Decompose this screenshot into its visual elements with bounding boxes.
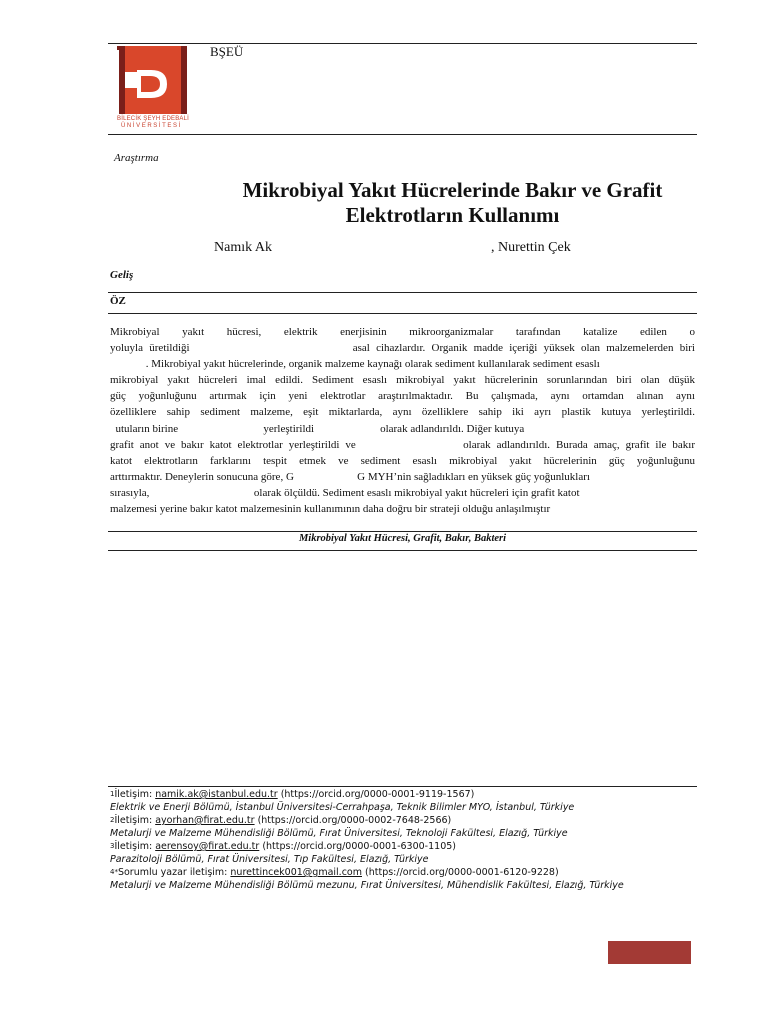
orcid-text: (https://orcid.org/0000-0001-9119-1567) (277, 789, 475, 800)
footnotes (110, 788, 695, 892)
footnote-affiliation-3: Parazitoloji Bölümü, Fırat Üniversitesi, Tıp Fakültesi, Elazığ, Türkiye (110, 854, 429, 865)
header-top-rule (108, 43, 697, 44)
footnote-marker: 1 (110, 790, 115, 798)
abstract-line: malzemesi yerine bakır katot malzemesinin kullanımının daha doğru bir strateji olduğu anlaşılmıştır (110, 503, 551, 516)
footnote-affiliation-4: Metalurji ve Malzeme Mühendisliği Bölümü mezunu, Fırat Üniversitesi, Mühendislik Fakültesi, Elazığ, Türkiye (110, 880, 624, 891)
footnote-label: İletişim: (114, 815, 156, 826)
orcid-text: (https://orcid.org/0000-0001-6300-1105) (259, 841, 456, 852)
abstract-line: özelliklere sahip sediment malzeme, eşit miktarlarda, aynı özelliklere sahip iki ayrı plastik kutuya yerleştirildi. (110, 406, 695, 419)
abstract-line: arttırmaktır. Deneylerin sonucuna göre, G G MYH’nin sağladıkları en yüksek güç yoğunlukları (110, 470, 590, 483)
footnote-marker: 4* (110, 868, 118, 876)
university-logo (117, 46, 193, 130)
abstract-line: mikrobiyal yakıt hücreleri imal edildi. Sediment esaslı mikrobiyal yakıt hücrelerinin sorunlarından biri olan düşük (110, 374, 695, 387)
abstract-line: Mikrobiyal yakıt hücresi, elektrik enerjisinin mikroorganizmalar tarafından katalize edilen o (110, 326, 695, 338)
abstract-line: utuların birine yerleştirildi olarak adlandırıldı. Diğer kutuya (110, 422, 525, 435)
abstract-line: sırasıyla, olarak ölçüldü. Sediment esaslı mikrobiyal yakıt hücreleri için grafit katot (110, 486, 580, 499)
oz-bottom-rule (108, 313, 697, 314)
logo-text-line-1: BİLECİK ŞEYH EDEBALİ (117, 116, 190, 122)
abstract-line: güç yoğunluğunu artırmak için yeni elektrotlar araştırılmaktadır. Bu çalışmada, aynı ortamdan alınan aynı (110, 390, 695, 403)
logo-text-line-2: ÜNİVERSİTESİ (121, 123, 182, 129)
footnote-affiliation-1: Elektrik ve Enerji Bölümü, İstanbul Üniversitesi-Cerrahpaşa, Teknik Bilimler MYO, İstanbul, Türkiye (110, 802, 575, 813)
orcid-text: (https://orcid.org/0000-0002-7648-2566) (254, 815, 452, 826)
keywords-top-rule (108, 531, 697, 532)
journal-abbreviation: BŞEÜ (210, 44, 244, 59)
footnote-marker: 2 (110, 816, 115, 824)
abstract-line: yoluyla üretildiği asal cihazlardır. Organik madde içeriği yüksek olan malzemelerden biri (110, 342, 695, 355)
footnote-rule (108, 786, 697, 787)
oz-top-rule (108, 292, 697, 293)
article-category: Araştırma (114, 152, 159, 164)
footnote-label: İletişim: (114, 841, 156, 852)
email-link[interactable]: ayorhan@firat.edu.tr (155, 815, 255, 826)
footnote-label: Sorumlu yazar iletişim: (117, 867, 231, 878)
page-number-box (608, 941, 691, 964)
author-last: , Nurettin Çek (491, 240, 571, 255)
abstract-line: katot elektrotların farklarını tespit etmek ve sediment esaslı mikrobiyal yakıt hücrelerinin güç yoğunluğunu (110, 454, 695, 467)
footnote-contact-1 (110, 788, 695, 801)
logo-mark-icon (117, 46, 193, 116)
abstract-line: . Mikrobiyal yakıt hücrelerinde, organik malzeme kaynağı olarak sediment kullanılarak sediment esaslı (110, 358, 600, 371)
received-label: Geliş (110, 269, 134, 281)
footnote-contact-3 (110, 840, 695, 853)
abstract-body (110, 324, 695, 517)
email-link[interactable]: namik.ak@istanbul.edu.tr (155, 789, 278, 800)
footnote-affiliation-2: Metalurji ve Malzeme Mühendisliği Bölümü, Fırat Üniversitesi, Teknoloji Fakültesi, Elazığ, Türkiye (110, 828, 568, 839)
footnote-contact-2 (110, 814, 695, 827)
orcid-text: (https://orcid.org/0000-0001-6120-9228) (362, 867, 559, 878)
author-first: Namık Ak (214, 240, 272, 255)
article-title: Mikrobiyal Yakıt Hücrelerinde Bakır ve Grafit Elektrotların Kullanımı (242, 178, 663, 227)
email-link[interactable]: nurettincek001@gmail.com (230, 867, 362, 878)
abstract-line: grafit anot ve bakır katot elektrotlar yerleştirildi ve olarak adlandırıldı. Burada amaç, grafit ile bakır (110, 438, 695, 451)
footnote-contact-4 (110, 866, 695, 879)
keywords: Mikrobiyal Yakıt Hücresi, Grafit, Bakır, Bakteri (298, 533, 507, 544)
footnote-marker: 3 (110, 842, 115, 850)
header-bottom-rule (108, 134, 697, 135)
keywords-bottom-rule (108, 550, 697, 551)
email-link[interactable]: aerensoy@firat.edu.tr (155, 841, 260, 852)
footnote-label: İletişim: (114, 789, 156, 800)
abstract-heading: ÖZ (110, 295, 126, 307)
